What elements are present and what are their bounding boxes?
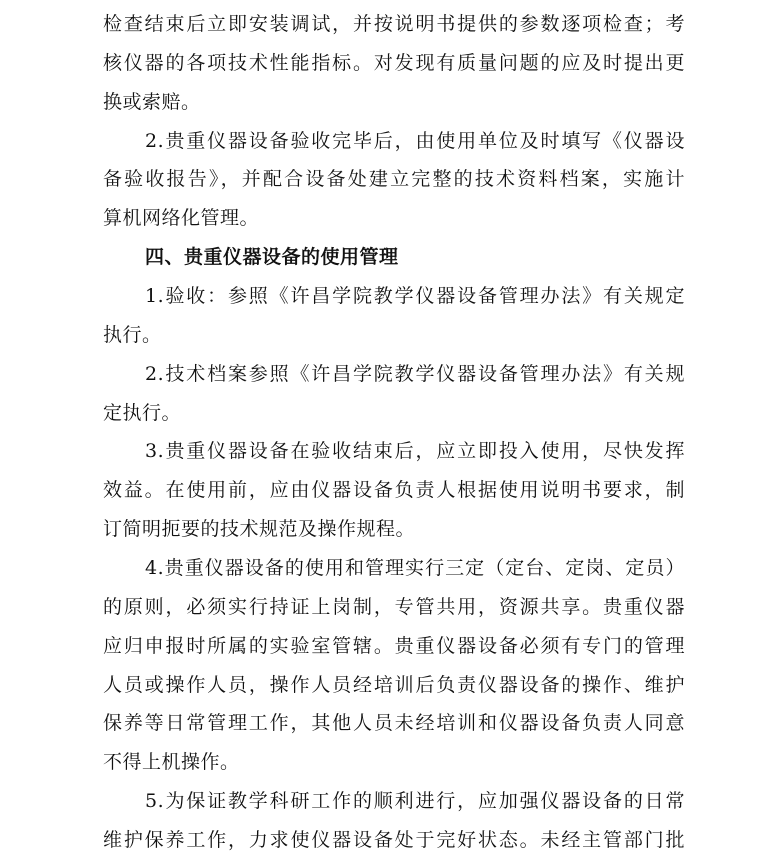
text-line: 检查结束后立即安装调试，并按说明书提供的参数逐项检查；考 xyxy=(103,13,685,35)
text-line: 的原则，必须实行持证上岗制，专管共用，资源共享。贵重仪器 xyxy=(103,596,685,618)
text-line: 算机网络化管理。 xyxy=(103,207,260,229)
section-heading: 四、贵重仪器设备的使用管理 xyxy=(145,246,399,268)
text-line: 核仪器的各项技术性能指标。对发现有质量问题的应及时提出更 xyxy=(103,52,685,74)
text-line: 换或索赔。 xyxy=(103,91,201,113)
text-line: 保养等日常管理工作，其他人员未经培训和仪器设备负责人同意 xyxy=(103,712,685,734)
text-line: 应归申报时所属的实验室管辖。贵重仪器设备必须有专门的管理 xyxy=(103,635,685,657)
text-line: 效益。在使用前，应由仪器设备负责人根据使用说明书要求，制 xyxy=(103,479,685,501)
text-line: 人员或操作人员，操作人员经培训后负责仪器设备的操作、维护 xyxy=(103,674,685,696)
text-line: 1.验收：参照《许昌学院教学仪器设备管理办法》有关规定 xyxy=(145,285,685,307)
text-line: 4.贵重仪器设备的使用和管理实行三定（定台、定岗、定员） xyxy=(145,557,685,579)
text-line: 备验收报告》，并配合设备处建立完整的技术资料档案，实施计 xyxy=(103,168,685,190)
text-line: 维护保养工作，力求使仪器设备处于完好状态。未经主管部门批 xyxy=(103,829,685,851)
text-line: 定执行。 xyxy=(103,402,182,424)
text-line: 订简明扼要的技术规范及操作规程。 xyxy=(103,518,416,540)
text-line: 5.为保证教学科研工作的顺利进行，应加强仪器设备的日常 xyxy=(145,790,685,812)
text-line: 执行。 xyxy=(103,324,162,346)
text-line: 2.贵重仪器设备验收完毕后，由使用单位及时填写《仪器设 xyxy=(145,130,685,152)
text-line: 2.技术档案参照《许昌学院教学仪器设备管理办法》有关规 xyxy=(145,363,685,385)
text-line: 3.贵重仪器设备在验收结束后，应立即投入使用，尽快发挥 xyxy=(145,440,685,462)
text-line: 不得上机操作。 xyxy=(103,751,240,773)
